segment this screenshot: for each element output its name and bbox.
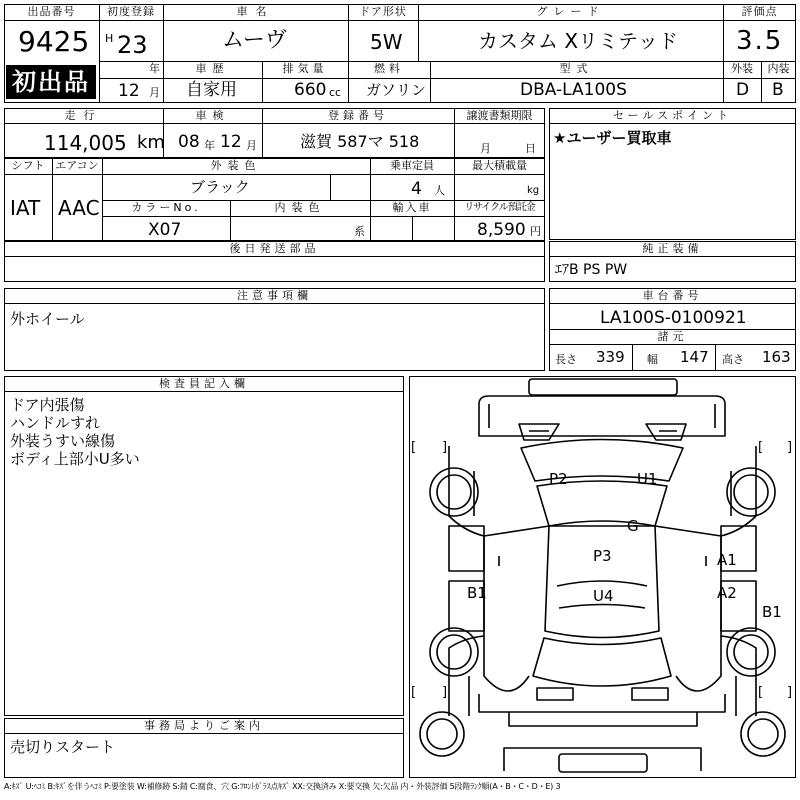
divider: [549, 256, 796, 257]
reg-no: 滋賀 587マ 518: [300, 132, 420, 151]
divider: [4, 303, 545, 304]
legend: A:ｷｽﾞ U:ﾍｺﾐ B:ｷｽﾞを伴うﾍｺﾐ P:要塗装 W:補修跡 S:錆 C:腐食、穴 G:ﾌﾛﾝﾄｶﾞﾗｽ点ｷｽﾞ XX:交換済み X:要交換 欠:欠品 内・外装評価 5段階ﾗﾝｸ順(A・B・C・D・E) 3: [4, 782, 561, 791]
recycle: 8,590: [477, 220, 526, 240]
divider: [4, 20, 99, 21]
color-no-label: カラーNo.: [131, 201, 201, 214]
length-label: 長さ: [555, 353, 577, 366]
mark-b1-right: B1: [762, 603, 782, 621]
lot-number: 9425: [18, 25, 90, 58]
first-reg-month: 12: [118, 81, 140, 101]
equipment-label: 純正装備: [642, 242, 703, 255]
inspector-notes: [10, 396, 140, 468]
fuel: ガソリン: [366, 81, 427, 99]
doc-day-unit: 日: [525, 142, 536, 155]
mark-a2: A2: [717, 584, 737, 602]
later-parts-label: 後日発送部品: [229, 242, 320, 255]
bracket-left-bottom: ]: [442, 685, 448, 700]
divider: [4, 123, 545, 124]
mark-p2: P2: [549, 470, 568, 488]
interior-label: 内装: [767, 62, 790, 75]
displacement: 660: [294, 80, 327, 100]
int-color-unit: 系: [354, 225, 365, 238]
model: DBA-LA100S: [520, 80, 627, 100]
mark-u1: U1: [637, 470, 658, 488]
import-label: 輸入車: [392, 201, 432, 214]
specs-label: 諸元: [657, 330, 688, 343]
ext-color-label: 外装色: [210, 159, 262, 172]
mark-u4: U4: [593, 587, 614, 605]
car-name: ムーヴ: [222, 28, 287, 53]
month-unit: 月: [149, 86, 160, 99]
mark-a1: A1: [717, 551, 737, 569]
bracket-right-bottom: [: [758, 685, 764, 700]
inspection-month: 12: [220, 132, 242, 152]
divider: [4, 391, 404, 392]
history: 自家用: [186, 80, 237, 100]
bracket-right-bottom: ]: [787, 685, 793, 700]
bracket-left-bottom: [: [411, 685, 417, 700]
history-label: 車歴: [195, 62, 230, 75]
int-color-label: 内装色: [274, 201, 326, 214]
mileage-unit: km: [137, 132, 165, 153]
chassis-no: LA100S-0100921: [600, 308, 747, 328]
capacity-unit: 人: [434, 184, 445, 197]
chassis-label: 車台番号: [642, 289, 703, 302]
first-reg-year: 23: [117, 31, 148, 59]
caution-text: 外ホイール: [10, 310, 85, 328]
color-no: X07: [148, 220, 182, 240]
car-name-label: 車名: [236, 5, 275, 18]
divider: [412, 216, 413, 241]
divider: [549, 344, 796, 345]
displacement-unit: cc: [329, 86, 342, 99]
recycle-unit: 円: [530, 225, 541, 238]
inspection-year-unit: 年: [204, 139, 215, 152]
inspector-note-line: ドア内張傷: [10, 396, 85, 414]
mark-g: G: [627, 517, 639, 535]
car-diagram: [409, 376, 796, 778]
inspection-month-unit: 月: [246, 139, 257, 152]
score-label: 評価点: [741, 5, 778, 18]
max-load-unit: kg: [527, 185, 540, 196]
divider: [632, 344, 633, 371]
exterior-grade: D: [736, 80, 750, 100]
sales-point-label: セールスポイント: [612, 109, 732, 122]
divider: [99, 78, 796, 79]
first-listing-badge: 初出品: [6, 65, 96, 99]
shift-label: シフト: [11, 159, 45, 172]
office-text: 売切りスタート: [10, 738, 116, 756]
doc-month-unit: 月: [480, 142, 491, 155]
displacement-label: 排気量: [282, 62, 328, 75]
inspection-year: 08: [178, 132, 200, 152]
inspection-label: 車検: [195, 109, 230, 122]
length: 339: [596, 348, 625, 366]
score: 3.5: [736, 26, 784, 56]
mark-p3: P3: [593, 547, 612, 565]
divider: [99, 20, 723, 21]
ext-color: ブラック: [190, 178, 250, 196]
divider: [102, 216, 545, 217]
divider: [4, 256, 545, 257]
mileage: 114,005: [44, 131, 127, 155]
divider: [715, 344, 716, 371]
capacity: 4: [411, 179, 422, 199]
ac-label: エアコン: [55, 159, 99, 172]
inspector-label: 検査員記入欄: [159, 377, 249, 390]
era-prefix: H: [105, 32, 114, 45]
inspector-note-line: ハンドルすれ: [10, 414, 101, 432]
height-label: 高さ: [722, 353, 744, 366]
bracket-right-top: ]: [787, 440, 793, 455]
exterior-label: 外装: [731, 62, 753, 75]
divider: [330, 174, 331, 200]
sales-point-block: [549, 108, 796, 240]
divider: [723, 20, 796, 21]
interior-grade: B: [772, 80, 784, 100]
caution-label: 注意事項欄: [237, 289, 312, 302]
capacity-label: 乗車定員: [390, 159, 434, 172]
mileage-label: 走行: [64, 109, 103, 122]
door-type-label: ドア形状: [359, 5, 407, 18]
hood-outline: [479, 396, 725, 436]
divider: [4, 174, 545, 175]
lot-number-label: 出品番号: [27, 5, 76, 18]
mark-b1-left: B1: [467, 584, 487, 602]
sales-point: ★ユーザー買取車: [553, 129, 672, 147]
ac: AAC: [58, 196, 100, 220]
grade-label: グレード: [536, 5, 605, 18]
width: 147: [680, 348, 709, 366]
divider: [549, 123, 796, 124]
inspector-note-line: ボディ上部小U多い: [10, 450, 140, 468]
max-load-label: 最大積載量: [472, 159, 527, 172]
inspector-note-line: 外装うすい線傷: [10, 432, 116, 450]
door-type: 5W: [370, 30, 403, 54]
fuel-label: 燃料: [374, 62, 404, 75]
bracket-right-top: [: [758, 440, 764, 455]
grade: カスタム Xリミテッド: [478, 29, 679, 53]
height: 163: [762, 348, 791, 366]
office-label: 事務局よりご案内: [144, 719, 264, 732]
first-reg-label: 初度登録: [107, 5, 155, 18]
width-label: 幅: [647, 353, 658, 366]
reg-no-label: 登録番号: [328, 109, 388, 122]
bracket-left-top: [: [411, 440, 417, 455]
bracket-left-top: ]: [442, 440, 448, 455]
recycle-label: リサイクル預託金: [464, 202, 535, 213]
equipment: ｴｱB PS PW: [555, 262, 628, 278]
divider: [4, 733, 404, 734]
shift: IAT: [10, 196, 41, 220]
year-unit: 年: [149, 62, 160, 75]
model-label: 型式: [559, 62, 594, 75]
divider: [549, 303, 796, 304]
doc-period-label: 譲渡書類期限: [466, 109, 533, 122]
